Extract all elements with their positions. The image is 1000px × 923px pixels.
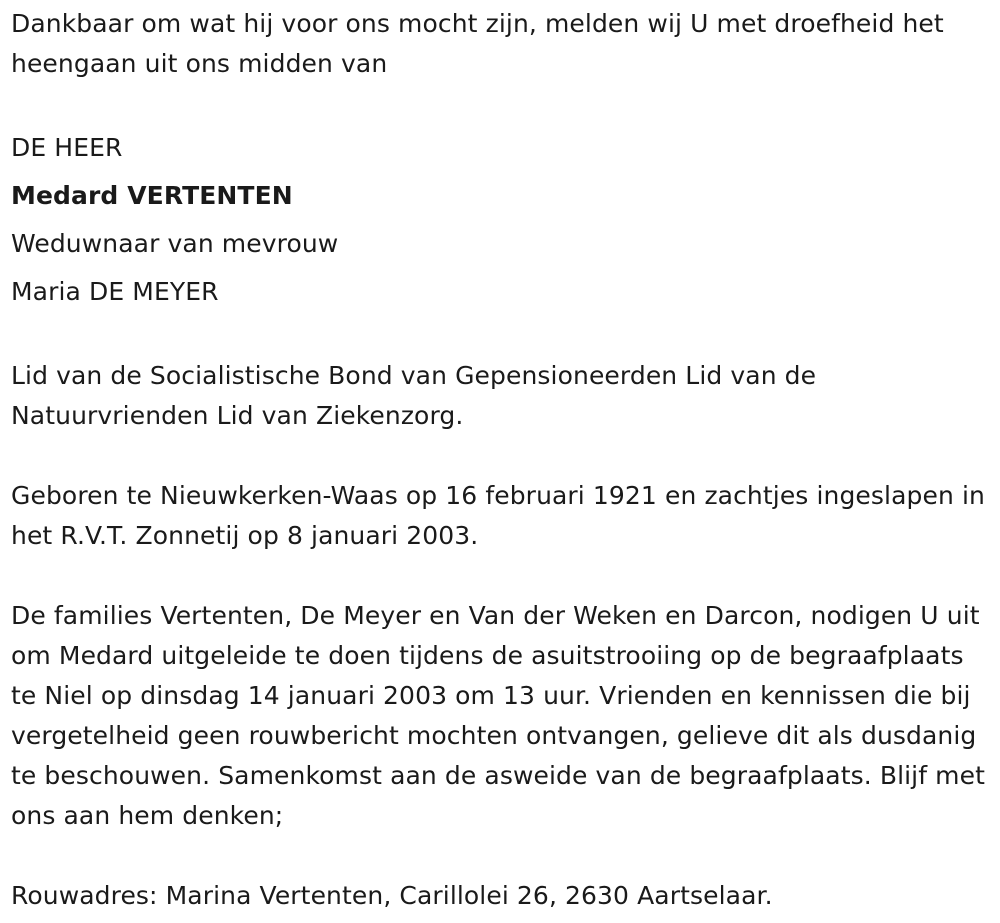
- spacer: [11, 836, 996, 876]
- obituary-notice: [11, 4, 996, 916]
- spacer: [11, 436, 996, 476]
- memberships-paragraph: Lid van de Socialistische Bond van Gepensioneerden Lid van de Natuurvrienden Lid van Ziekenzorg.: [11, 361, 817, 430]
- spacer: [11, 84, 996, 124]
- intro-paragraph: Dankbaar om wat hij voor ons mocht zijn, melden wij U met droefheid het heengaan uit ons midden van: [11, 9, 944, 78]
- spouse-name: Maria DE MEYER: [11, 277, 219, 306]
- birth-death-paragraph: Geboren te Nieuwkerken-Waas op 16 februari 1921 en zachtjes ingeslapen in het R.V.T. Zonnetij op 8 januari 2003.: [11, 481, 985, 550]
- deceased-name: Medard VERTENTEN: [11, 181, 293, 210]
- spacer: [11, 316, 996, 356]
- widower-line: Weduwnaar van mevrouw: [11, 229, 339, 258]
- address-line: Rouwadres: Marina Vertenten, Carillolei 26, 2630 Aartselaar.: [11, 881, 773, 910]
- ceremony-paragraph: De families Vertenten, De Meyer en Van der Weken en Darcon, nodigen U uit om Medard uitgeleide te doen tijdens de asuitstrooiing op de begraafplaats te Niel op dinsdag 14 januari 2003 om 13 uur. Vrienden en kennissen die bij vergetelheid geen rouwbericht mochten ontvangen, gelieve dit als dusdanig te beschouwen. Samenkomst aan de asweide van de begraafplaats. Blijf met ons aan hem denken;: [11, 601, 986, 830]
- spacer: [11, 556, 996, 596]
- salutation: DE HEER: [11, 133, 123, 162]
